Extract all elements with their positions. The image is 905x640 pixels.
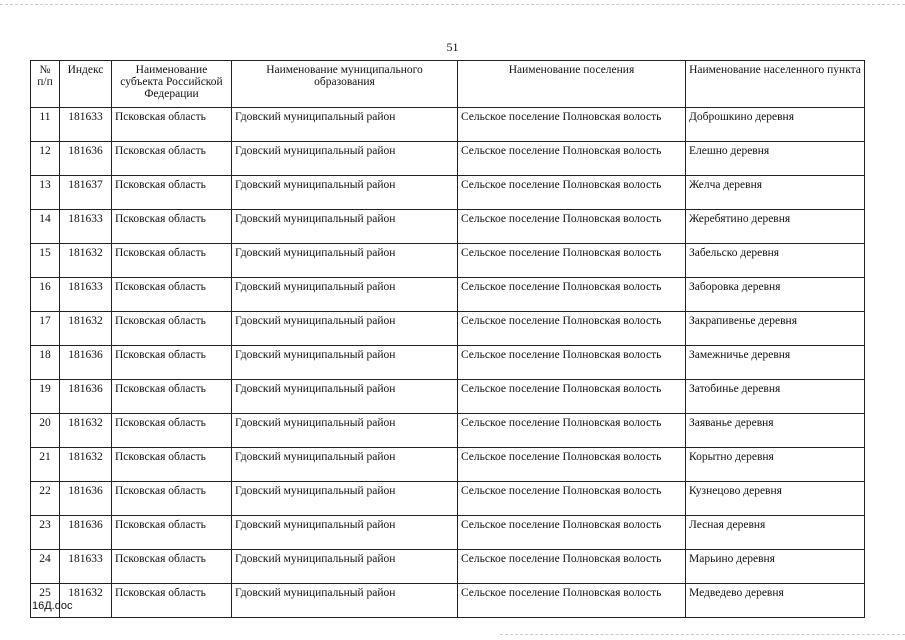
row-num: 23 [31,516,60,550]
row-subject: Псковская область [112,210,232,244]
row-locality: Затобинье деревня [686,380,865,414]
row-num: 21 [31,448,60,482]
row-num: 17 [31,312,60,346]
table-row [31,448,865,482]
row-settlement: Сельское поселение Полновская волость [458,244,686,278]
row-num: 18 [31,346,60,380]
row-municipality: Гдовский муниципальный район [232,108,458,142]
row-locality: Забельско деревня [686,244,865,278]
row-subject: Псковская область [112,584,232,618]
row-num: 13 [31,176,60,210]
locality-table [30,60,865,618]
row-index: 181633 [60,278,112,312]
row-municipality: Гдовский муниципальный район [232,550,458,584]
row-settlement: Сельское поселение Полновская волость [458,414,686,448]
row-locality: Заборовка деревня [686,278,865,312]
header-municipality: Наименование муниципального образования [232,61,458,108]
table-row [31,142,865,176]
row-subject: Псковская область [112,380,232,414]
row-municipality: Гдовский муниципальный район [232,312,458,346]
row-index: 181636 [60,482,112,516]
row-settlement: Сельское поселение Полновская волость [458,210,686,244]
row-municipality: Гдовский муниципальный район [232,346,458,380]
row-locality: Закрапивенье деревня [686,312,865,346]
row-locality: Марьино деревня [686,550,865,584]
row-num: 11 [31,108,60,142]
row-subject: Псковская область [112,312,232,346]
row-subject: Псковская область [112,244,232,278]
row-subject: Псковская область [112,482,232,516]
row-subject: Псковская область [112,550,232,584]
row-settlement: Сельское поселение Полновская волость [458,108,686,142]
row-municipality: Гдовский муниципальный район [232,176,458,210]
row-municipality: Гдовский муниципальный район [232,210,458,244]
row-num: 20 [31,414,60,448]
table-row [31,278,865,312]
header-num: № п/п [31,61,60,108]
row-index: 181636 [60,142,112,176]
row-settlement: Сельское поселение Полновская волость [458,142,686,176]
table-row [31,414,865,448]
row-settlement: Сельское поселение Полновская волость [458,380,686,414]
header-subject: Наименование субъекта Российской Федерации [112,61,232,108]
row-municipality: Гдовский муниципальный район [232,244,458,278]
header-index: Индекс [60,61,112,108]
row-municipality: Гдовский муниципальный район [232,278,458,312]
row-municipality: Гдовский муниципальный район [232,414,458,448]
row-index: 181636 [60,380,112,414]
row-settlement: Сельское поселение Полновская волость [458,278,686,312]
row-num: 22 [31,482,60,516]
table-row [31,244,865,278]
table-row [31,516,865,550]
row-settlement: Сельское поселение Полновская волость [458,312,686,346]
row-index: 181636 [60,346,112,380]
row-settlement: Сельское поселение Полновская волость [458,584,686,618]
row-subject: Псковская область [112,142,232,176]
row-subject: Псковская область [112,176,232,210]
row-num: 14 [31,210,60,244]
row-subject: Псковская область [112,346,232,380]
row-num: 15 [31,244,60,278]
table-row [31,312,865,346]
row-locality: Елешно деревня [686,142,865,176]
scan-edge-bottom [500,634,905,635]
row-settlement: Сельское поселение Полновская волость [458,448,686,482]
row-index: 181632 [60,414,112,448]
row-locality: Желча деревня [686,176,865,210]
row-locality: Лесная деревня [686,516,865,550]
row-locality: Медведево деревня [686,584,865,618]
row-index: 181636 [60,516,112,550]
table-row [31,380,865,414]
scan-edge-top [0,4,905,5]
row-settlement: Сельское поселение Полновская волость [458,176,686,210]
row-settlement: Сельское поселение Полновская волость [458,550,686,584]
row-index: 181633 [60,210,112,244]
row-municipality: Гдовский муниципальный район [232,516,458,550]
row-municipality: Гдовский муниципальный район [232,380,458,414]
row-index: 181637 [60,176,112,210]
row-municipality: Гдовский муниципальный район [232,448,458,482]
row-subject: Псковская область [112,516,232,550]
table-row [31,482,865,516]
row-settlement: Сельское поселение Полновская волость [458,516,686,550]
table-row [31,584,865,618]
row-locality: Корытно деревня [686,448,865,482]
row-locality: Кузнецово деревня [686,482,865,516]
row-subject: Псковская область [112,108,232,142]
row-index: 181633 [60,108,112,142]
table-header-row [31,61,865,108]
row-index: 181632 [60,244,112,278]
table-row [31,176,865,210]
table-body [31,108,865,618]
row-num: 16 [31,278,60,312]
table-row [31,210,865,244]
row-municipality: Гдовский муниципальный район [232,584,458,618]
table-row [31,108,865,142]
row-subject: Псковская область [112,278,232,312]
row-settlement: Сельское поселение Полновская волость [458,346,686,380]
row-settlement: Сельское поселение Полновская волость [458,482,686,516]
header-locality: Наименование населенного пункта [686,61,865,108]
row-subject: Псковская область [112,448,232,482]
row-index: 181632 [60,312,112,346]
page-number: 51 [446,40,459,54]
row-num: 19 [31,380,60,414]
row-num: 24 [31,550,60,584]
row-index: 181633 [60,550,112,584]
row-num: 25 [31,584,60,618]
header-settlement: Наименование поселения [458,61,686,108]
row-locality: Заяванье деревня [686,414,865,448]
row-locality: Замежничье деревня [686,346,865,380]
table-row [31,550,865,584]
row-municipality: Гдовский муниципальный район [232,482,458,516]
row-subject: Псковская область [112,414,232,448]
row-locality: Жеребятино деревня [686,210,865,244]
row-index: 181632 [60,584,112,618]
footer-filename: 16Д.doc [32,600,73,612]
row-num: 12 [31,142,60,176]
row-municipality: Гдовский муниципальный район [232,142,458,176]
row-locality: Доброшкино деревня [686,108,865,142]
table-row [31,346,865,380]
row-index: 181632 [60,448,112,482]
